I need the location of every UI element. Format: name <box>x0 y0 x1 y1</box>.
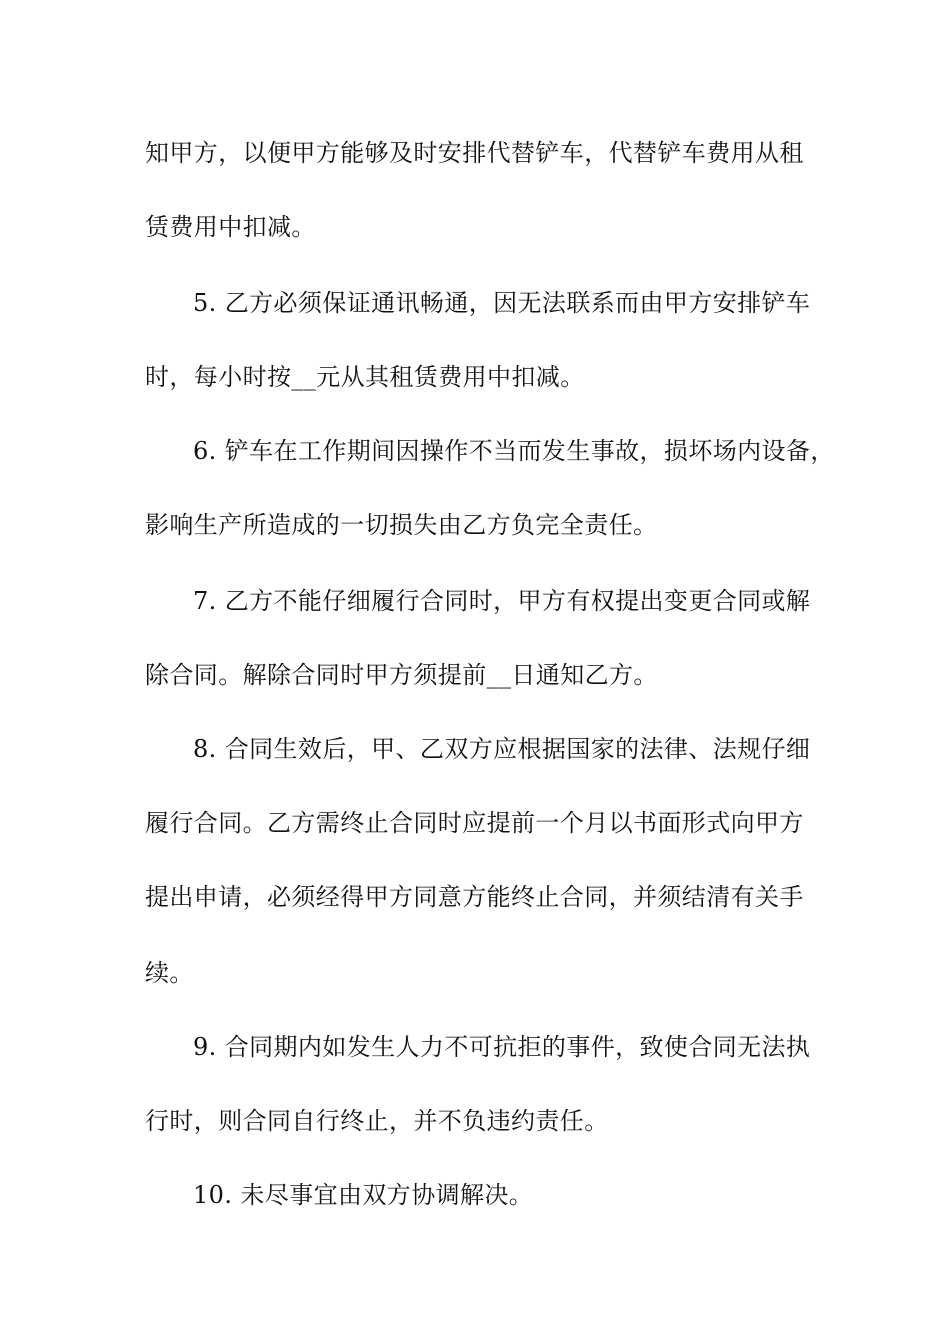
clause-10-line-1: 10. 未尽事宜由双方协调解决。 <box>193 1181 534 1209</box>
clause-6-line-1: 6. 铲车在工作期间因操作不当而发生事故，损坏场内设备， <box>193 437 835 465</box>
clause-8-line-2: 履行合同。乙方需终止合同时应提前一个月以书面形式向甲方 <box>145 809 804 837</box>
clause-9-line-1: 9. 合同期内如发生人力不可抗拒的事件，致使合同无法执 <box>193 1033 811 1061</box>
clause-5-line-2: 时，每小时按__元从其租赁费用中扣减。 <box>145 363 585 391</box>
text-line-2: 赁费用中扣减。 <box>145 213 316 241</box>
clause-7-line-1: 7. 乙方不能仔细履行合同时，甲方有权提出变更合同或解 <box>193 587 811 615</box>
clause-8-line-4: 续。 <box>145 959 194 987</box>
clause-5-line-1: 5. 乙方必须保证通讯畅通，因无法联系而由甲方安排铲车 <box>193 289 811 317</box>
text-line-1: 知甲方，以便甲方能够及时安排代替铲车，代替铲车费用从租 <box>145 139 804 167</box>
clause-6-line-2: 影响生产所造成的一切损失由乙方负完全责任。 <box>145 511 658 539</box>
clause-7-line-2: 除合同。解除合同时甲方须提前__日通知乙方。 <box>145 661 658 689</box>
clause-9-line-2: 行时，则合同自行终止，并不负违约责任。 <box>145 1107 609 1135</box>
clause-8-line-1: 8. 合同生效后，甲、乙双方应根据国家的法律、法规仔细 <box>193 735 811 763</box>
clause-8-line-3: 提出申请，必须经得甲方同意方能终止合同，并须结清有关手 <box>145 883 804 911</box>
